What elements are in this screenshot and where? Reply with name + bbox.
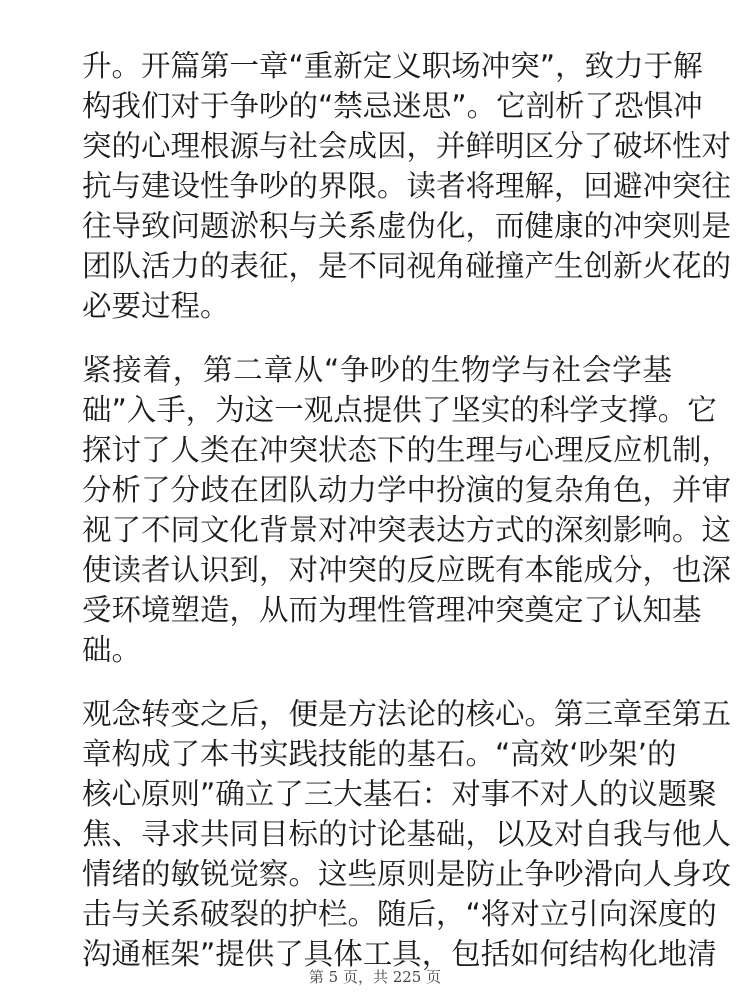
text-line: 础。 xyxy=(82,633,142,667)
paragraph-2 xyxy=(82,350,732,670)
text-line: 观念转变之后，便是方法论的核心。第三章至第五 xyxy=(82,697,732,731)
text-line: 焦、寻求共同目标的讨论基础，以及对自我与他人 xyxy=(82,817,732,851)
text-line: 使读者认识到，对冲突的反应既有本能成分，也深 xyxy=(82,553,732,587)
paragraph-spacer xyxy=(82,326,672,350)
text-line: 沟通框架”提供了具体工具，包括如何结构化地清 xyxy=(82,937,717,971)
text-line: 础”入手，为这一观点提供了坚实的科学支撑。它 xyxy=(82,393,717,427)
text-line: 往导致问题淤积与关系虚伪化，而健康的冲突则是 xyxy=(82,209,732,243)
text-line: 情绪的敏锐觉察。这些原则是防止争吵滑向人身攻 xyxy=(82,857,732,891)
paragraph-3 xyxy=(82,694,732,974)
text-line: 视了不同文化背景对冲突表达方式的深刻影响。这 xyxy=(82,513,732,547)
text-line: 抗与建设性争吵的界限。读者将理解，回避冲突往 xyxy=(82,169,732,203)
text-line: 紧接着，第二章从“争吵的生物学与社会学基 xyxy=(82,353,672,387)
paragraph-spacer xyxy=(82,670,672,694)
text-line: 探讨了人类在冲突状态下的生理与心理反应机制， xyxy=(82,433,732,467)
text-line: 团队活力的表征，是不同视角碰撞产生创新火花的 xyxy=(82,249,732,283)
paragraph-1 xyxy=(82,46,732,326)
text-line: 受环境塑造，从而为理性管理冲突奠定了认知基 xyxy=(82,593,702,627)
text-line: 构我们对于争吵的“禁忌迷思”。它剖析了恐惧冲 xyxy=(82,89,703,123)
text-line: 核心原则”确立了三大基石：对事不对人的议题聚 xyxy=(82,777,717,811)
text-line: 章构成了本书实践技能的基石。“高效‘吵架’的 xyxy=(82,737,677,771)
body-text xyxy=(82,46,732,974)
page-number-footer: 第 5 页，共 225 页 xyxy=(308,968,442,986)
text-line: 必要过程。 xyxy=(82,289,230,323)
text-line: 分析了分歧在团队动力学中扮演的复杂角色，并审 xyxy=(82,473,732,507)
text-line: 击与关系破裂的护栏。随后，“将对立引向深度的 xyxy=(82,897,717,931)
text-line: 升。开篇第一章“重新定义职场冲突”，致力于解 xyxy=(82,49,703,83)
text-line: 突的心理根源与社会成因，并鲜明区分了破坏性对 xyxy=(82,129,732,163)
